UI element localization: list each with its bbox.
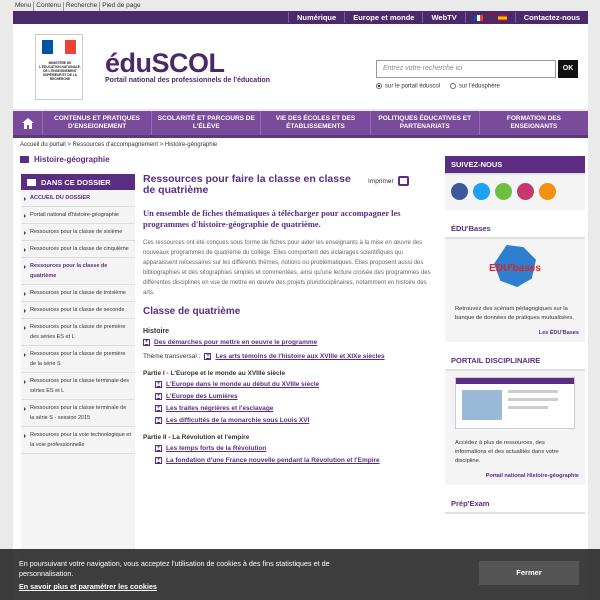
spanish-flag-icon[interactable] bbox=[498, 15, 507, 21]
sidebar-item[interactable]: Ressources pour la classe de troisième bbox=[21, 285, 135, 302]
breadcrumb[interactable]: Accueil du portail > Ressources d'accompagnement > Histoire-géographie bbox=[20, 142, 218, 148]
resource-link[interactable]: + Les difficultés de la monarchie sous Louis XVI bbox=[156, 417, 310, 424]
resource-link[interactable]: + L'Europe dans le monde au début du XVIIIe siècle bbox=[156, 381, 320, 388]
portail-box bbox=[445, 352, 585, 485]
right-sidebar bbox=[445, 156, 585, 524]
sidebar-item[interactable]: Ressources pour la classe terminale de la série S - session 2015 bbox=[21, 400, 135, 427]
nav-politiques[interactable]: POLITIQUES ÉDUCATIVES ET PARTENARIATS bbox=[371, 111, 480, 135]
lead-text: Un ensemble de fiches thématiques à télécharger pour accompagner les programmes d'histoire-géographie de quatrième. bbox=[143, 208, 401, 229]
resource-link[interactable]: + Les temps forts de la Révolution bbox=[156, 445, 267, 452]
resource-link[interactable]: + L'Europe des Lumières bbox=[156, 393, 238, 400]
skip-footer-link[interactable]: Pied de page bbox=[102, 2, 141, 9]
cookie-close-button[interactable]: Fermer bbox=[479, 561, 579, 585]
edubases-text: Retrouvez des scénarii pédagogiques sur la banque de données de pratiques mutualisées. bbox=[455, 306, 574, 321]
edubases-box bbox=[445, 220, 585, 342]
sidebar-item[interactable]: Ressources pour la classe de seconde bbox=[21, 302, 135, 319]
tagline: Portail national des professionnels de l'éducation bbox=[105, 77, 271, 84]
nav-scolarite[interactable]: SCOLARITÉ ET PARCOURS DE L'ÉLÈVE bbox=[152, 111, 261, 135]
search-input[interactable]: Entrez votre recherche ici bbox=[376, 60, 556, 78]
follow-box bbox=[445, 156, 585, 210]
cookie-banner bbox=[0, 549, 600, 600]
plus-icon: + bbox=[156, 445, 161, 451]
plus-icon: + bbox=[156, 457, 161, 463]
sidebar-item[interactable]: Ressources pour la classe de sixième bbox=[21, 224, 135, 241]
twitter-icon[interactable] bbox=[473, 183, 490, 200]
follow-title: SUIVEZ-NOUS bbox=[445, 156, 585, 175]
sidebar-item-active[interactable]: Ressources pour la classe de quatrième bbox=[21, 258, 135, 285]
dossier-header: DANS CE DOSSIER bbox=[21, 174, 135, 190]
topbar-link-europe[interactable]: Europe et monde bbox=[344, 12, 422, 23]
folder-icon bbox=[20, 156, 29, 163]
edubases-logo[interactable]: EDU'bases bbox=[480, 245, 550, 295]
sidebar-item[interactable]: Ressources pour la classe de cinquième bbox=[21, 241, 135, 258]
portail-title: PORTAIL DISCIPLINAIRE bbox=[445, 352, 585, 371]
subheading-histoire: Histoire bbox=[143, 328, 170, 335]
search-ok-button[interactable]: OK bbox=[558, 60, 578, 78]
nav-contenus[interactable]: CONTENUS ET PRATIQUES D'ENSEIGNEMENT bbox=[43, 111, 152, 135]
resource-link[interactable]: + Les arts témoins de l'histoire aux XVIIIe et XIXe siècles bbox=[206, 353, 385, 360]
portail-thumbnail[interactable] bbox=[455, 377, 575, 429]
radio-edusphere[interactable]: sur l'édusphère bbox=[450, 83, 500, 90]
printer-icon bbox=[398, 176, 409, 186]
sidebar-item[interactable]: Ressources pour la classe de première de la série S bbox=[21, 346, 135, 373]
sidebar-item[interactable]: Portail national d'histoire-géographie bbox=[21, 207, 135, 224]
sidebar-item[interactable]: ACCUEIL DU DOSSIER bbox=[21, 190, 135, 207]
skip-menu-link[interactable]: Menu bbox=[13, 2, 34, 11]
body-text: Ces ressources ont été conçues sous forme de fiches pour aider les enseignants à la mise en œuvre des nouveaux programmes de quatrième du collège. Elles comportent des éclairages scientifiques qui apparaissent nécessaires sur les différents thèmes, notions ou problématiques. Elles proposent aussi des bibliographies et des sitographies simples et commentées, ainsi qu'une lecture croisée des programmes des différentes disciplines en vue de mettre en œuvre des projets pluridisciplinaires, notamment en histoire des arts. bbox=[143, 240, 431, 296]
portail-text: Accédez à plus de ressources, des informations et des actualités dans votre discipline. bbox=[455, 440, 559, 464]
edubases-title: ÉDU'Bases bbox=[445, 220, 585, 239]
transversal-row: Thème transversal : + Les arts témoins de l'histoire aux XVIIIe et XIXe siècles bbox=[143, 353, 385, 360]
print-button[interactable]: Imprimer bbox=[368, 176, 409, 186]
topbar-link-webtv[interactable]: WebTV bbox=[422, 12, 464, 23]
ministry-logo[interactable]: MINISTÈRE DE L'ÉDUCATION NATIONALE, DE L'ENSEIGNEMENT SUPÉRIEUR ET DE LA RECHERCHE bbox=[35, 34, 83, 100]
resource-link[interactable]: + Des démarches pour mettre en oeuvre le programme bbox=[144, 339, 318, 346]
page-content bbox=[13, 138, 588, 600]
facebook-icon[interactable] bbox=[451, 183, 468, 200]
part-heading: Partie II - La Révolution et l'empire bbox=[143, 434, 250, 441]
eduscol-logo[interactable]: éduSCOL bbox=[105, 48, 225, 78]
plus-icon: + bbox=[156, 405, 161, 411]
section-title: Histoire-géographie bbox=[20, 155, 110, 164]
main-article bbox=[143, 174, 433, 465]
sidebar-item[interactable]: Ressources pour la voie technologique et la voie professionnelle bbox=[21, 427, 135, 454]
page-title: Ressources pour faire la classe en classe de quatrième bbox=[143, 173, 351, 196]
sidebar-item[interactable]: Ressources pour la classe de première des séries ES et L bbox=[21, 319, 135, 346]
main-nav bbox=[13, 111, 588, 135]
plus-icon: + bbox=[144, 339, 149, 345]
folder-icon bbox=[27, 179, 36, 186]
nav-vie-ecoles[interactable]: VIE DES ÉCOLES ET DES ÉTABLISSEMENTS bbox=[261, 111, 370, 135]
sidebar-item[interactable]: Ressources pour la classe terminale des séries ES et L bbox=[21, 373, 135, 400]
part-heading: Partie I - L'Europe et le monde au XVIIIe siècle bbox=[143, 370, 286, 377]
cookie-text: En poursuivant votre navigation, vous acceptez l'utilisation de cookies à des fins statistiques et de personnalisation. bbox=[19, 559, 330, 578]
search-scope bbox=[376, 83, 500, 90]
resource-link[interactable]: + La fondation d'une France nouvelle pendant la Révolution et l'Empire bbox=[156, 457, 380, 464]
nav-formation[interactable]: FORMATION DES ENSEIGNANTS bbox=[506, 115, 561, 130]
english-flag-icon[interactable] bbox=[486, 15, 495, 21]
french-flag-icon[interactable] bbox=[474, 15, 483, 21]
pinterest-icon[interactable] bbox=[517, 183, 534, 200]
language-flags bbox=[465, 12, 515, 23]
plus-icon: + bbox=[156, 417, 161, 423]
prepexam-title: Prép'Exam bbox=[445, 495, 585, 514]
prepexam-box bbox=[445, 495, 585, 514]
skip-links bbox=[13, 2, 143, 11]
portail-link[interactable]: Portail national Histoire-géographie bbox=[485, 473, 579, 479]
plus-icon: + bbox=[156, 393, 161, 399]
cookie-settings-link[interactable]: En savoir plus et paramétrer les cookies bbox=[19, 582, 157, 591]
edubases-link[interactable]: Les ÉDU'Bases bbox=[538, 330, 579, 336]
top-bar bbox=[13, 11, 588, 24]
dossier-sidebar bbox=[21, 174, 135, 594]
plus-icon: + bbox=[156, 381, 161, 387]
home-icon[interactable] bbox=[13, 111, 43, 135]
googleplus-icon[interactable] bbox=[495, 183, 512, 200]
plus-icon: + bbox=[206, 353, 210, 359]
skip-content-link[interactable]: Contenu bbox=[34, 2, 64, 11]
radio-portail[interactable]: sur le portail éduscol bbox=[376, 83, 440, 90]
contact-link[interactable]: Contactez-nous bbox=[515, 12, 588, 23]
site-header bbox=[13, 24, 588, 109]
rss-icon[interactable] bbox=[539, 183, 556, 200]
subheading: Classe de quatrième bbox=[143, 306, 241, 317]
skip-search-link[interactable]: Recherche bbox=[64, 2, 100, 11]
topbar-link-numerique[interactable]: Numérique bbox=[288, 12, 344, 23]
resource-link[interactable]: + Les traites négrières et l'esclavage bbox=[156, 405, 274, 412]
